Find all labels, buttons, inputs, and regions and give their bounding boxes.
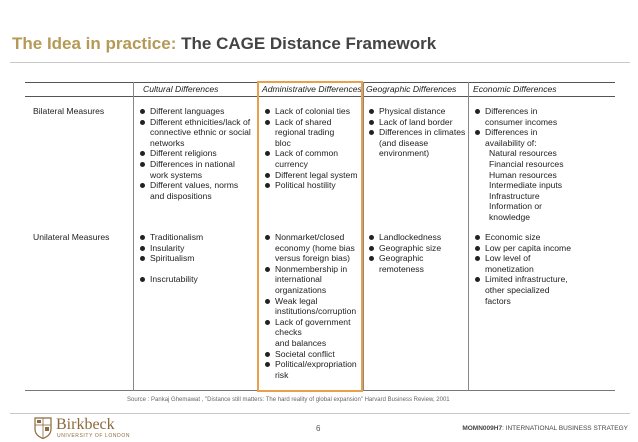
bullet-list	[368, 106, 465, 159]
bullet-item: Geographic size	[368, 243, 441, 254]
bullet-item: Different ethnicities/lack of	[139, 117, 251, 128]
bullet-continuation: Intermediate inputs	[489, 180, 563, 191]
cell-bilateral-geographic	[368, 106, 465, 159]
bullet-continuation: consumer incomes	[485, 116, 558, 127]
bullet-item: Differences in climates	[368, 127, 465, 138]
bullet-item: Weak legal	[264, 296, 357, 307]
bullet-continuation: versus foreign bias)	[275, 253, 350, 264]
bullet-item: Different languages	[139, 106, 251, 117]
bullet-list	[474, 232, 571, 306]
bullet-continuation: and dispositions	[150, 190, 212, 201]
logo-subtitle: UNIVERSITY OF LONDON	[57, 433, 131, 439]
bullet-item: Lack of colonial ties	[264, 106, 357, 117]
bullet-item: Landlockedness	[368, 232, 441, 243]
bullet-continuation: and balances	[275, 337, 327, 348]
bullet-list	[368, 232, 441, 274]
bullet-continuation: regional trading	[275, 127, 335, 138]
bullet-item: Spiritualism	[139, 253, 203, 264]
bullet-item: Insularity	[139, 243, 203, 254]
bullet-item: Inscrutability	[139, 274, 203, 285]
bullet-list	[264, 232, 357, 380]
column-divider	[468, 82, 469, 391]
bullet-item: Low per capita income	[474, 243, 571, 254]
bullet-continuation: availability of:	[485, 137, 537, 148]
bullet-list	[264, 106, 357, 191]
module-footer	[462, 425, 628, 432]
bullet-item: Political hostility	[264, 180, 357, 191]
cell-bilateral-economic	[474, 106, 564, 223]
bullet-continuation: environment)	[379, 148, 430, 159]
bullet-continuation: other specialized	[485, 284, 550, 295]
bullet-continuation: Infrastructure	[489, 190, 540, 201]
cell-bilateral-administrative	[264, 106, 357, 191]
bullet-continuation: economy (home bias	[275, 242, 355, 253]
logo-name: Birkbeck	[56, 416, 115, 433]
bullet-item: Lack of shared	[264, 117, 357, 128]
bullet-item: Different values, norms	[139, 180, 251, 191]
bullet-item: Differences in national	[139, 159, 251, 170]
bullet-continuation: remoteness	[379, 263, 424, 274]
bullet-continuation: work systems	[150, 169, 203, 180]
bullet-item: Lack of land border	[368, 117, 465, 128]
bullet-list	[139, 106, 251, 201]
crest-icon	[34, 417, 52, 439]
cage-framework-table	[25, 72, 615, 392]
bullet-continuation: Information or	[489, 201, 543, 212]
bullet-continuation: currency	[275, 158, 308, 169]
column-divider	[133, 82, 134, 391]
footer-divider	[10, 413, 630, 414]
bullet-item: Political/expropriation	[264, 359, 357, 370]
bullet-item: Traditionalism	[139, 232, 203, 243]
bullet-continuation: institutions/corruption	[275, 306, 357, 317]
cell-bilateral-cultural	[139, 106, 251, 201]
bullet-continuation: organizations	[275, 284, 327, 295]
module-title: : INTERNATIONAL BUSINESS STRATEGY	[502, 425, 628, 432]
bullet-continuation: checks	[275, 327, 302, 338]
bullet-continuation: (and disease	[379, 137, 429, 148]
page-number: 6	[316, 424, 321, 433]
bullet-item: Lack of common	[264, 148, 357, 159]
column-divider	[258, 82, 259, 391]
bullet-item: Economic size	[474, 232, 571, 243]
title-divider	[10, 62, 630, 63]
cell-unilateral-cultural	[139, 232, 203, 284]
slide-title	[12, 34, 436, 54]
cell-unilateral-administrative	[264, 232, 357, 380]
column-header-economic: Economic Differences	[473, 84, 557, 94]
bullet-continuation: connective ethnic or social	[150, 127, 251, 138]
bullet-item: Societal conflict	[264, 349, 357, 360]
bullet-item: Nonmembership in	[264, 264, 357, 275]
bullet-item: Low level of	[474, 253, 571, 264]
bullet-list	[139, 232, 203, 284]
cell-unilateral-geographic	[368, 232, 441, 274]
bullet-item: Differences in	[474, 106, 564, 117]
row-label-bilateral: Bilateral Measures	[33, 106, 105, 116]
row-label-unilateral: Unilateral Measures	[33, 232, 110, 242]
bullet-item: Geographic	[368, 253, 441, 264]
table-top-rule	[25, 82, 615, 83]
table-bottom-rule	[25, 390, 615, 391]
bullet-continuation: networks	[150, 137, 185, 148]
column-header-administrative: Administrative Differences	[262, 84, 362, 94]
bullet-continuation: monetization	[485, 263, 534, 274]
bullet-item: Physical distance	[368, 106, 465, 117]
bullet-list	[474, 106, 564, 223]
title-accent: The Idea in practice:	[12, 34, 177, 53]
bullet-item: Differences in	[474, 127, 564, 138]
bullet-item: Limited infrastructure,	[474, 274, 571, 285]
column-divider	[363, 82, 364, 391]
bullet-continuation: international	[275, 274, 322, 285]
bullet-item: Lack of government	[264, 317, 357, 328]
source-citation: Source : Pankaj Ghemawat , "Distance still matters: The hard reality of global expansion" Harvard Business Review, 2001	[127, 397, 450, 403]
bullet-continuation: knowledge	[489, 211, 531, 222]
title-main: The CAGE Distance Framework	[181, 34, 437, 53]
bullet-item: Different legal system	[264, 170, 357, 181]
bullet-continuation: Natural resources	[489, 148, 557, 159]
bullet-continuation: risk	[275, 369, 289, 380]
column-header-cultural: Cultural Differences	[143, 84, 219, 94]
column-header-geographic: Geographic Differences	[366, 84, 457, 94]
cell-unilateral-economic	[474, 232, 571, 306]
bullet-continuation: factors	[485, 295, 511, 306]
table-header-rule	[25, 96, 615, 97]
bullet-item: Nonmarket/closed	[264, 232, 357, 243]
bullet-continuation: Human resources	[489, 169, 557, 180]
bullet-continuation: bloc	[275, 137, 291, 148]
bullet-continuation: Financial resources	[489, 158, 564, 169]
module-code: MOMN009H7	[462, 425, 503, 432]
bullet-item: Different religions	[139, 148, 251, 159]
